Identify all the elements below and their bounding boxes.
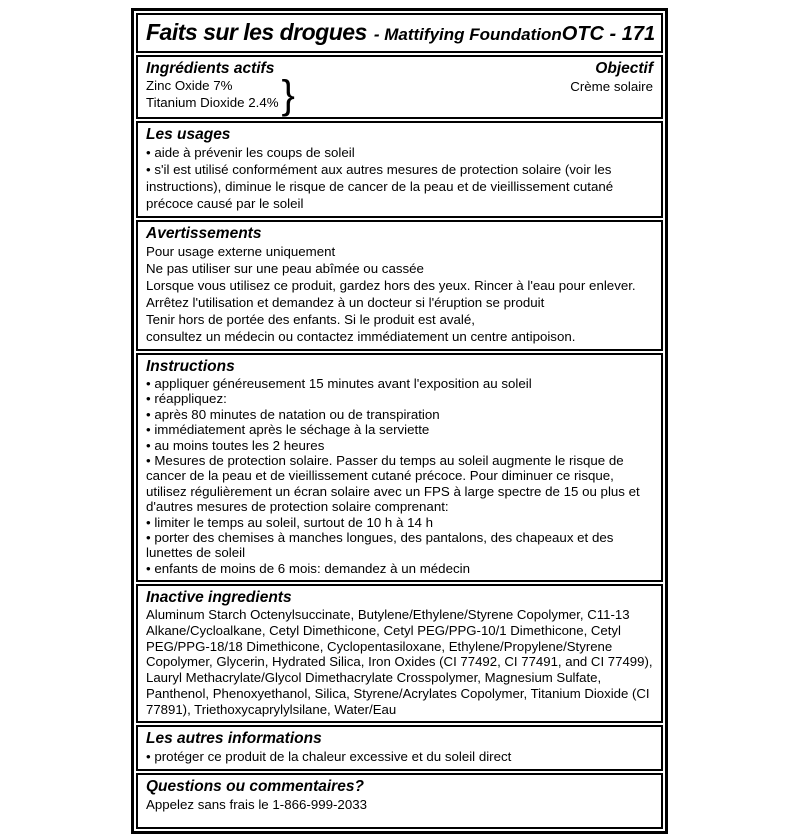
active-ingredients-section bbox=[136, 55, 663, 119]
directions-bullet: • après 80 minutes de natation ou de transpiration bbox=[146, 406, 440, 422]
label-title: Faits sur les drogues bbox=[146, 19, 367, 45]
warnings-line: Pour usage externe uniquement bbox=[146, 244, 336, 259]
warnings-section bbox=[136, 220, 663, 351]
ingredients-brace: } bbox=[281, 73, 295, 117]
phone-text: Appelez sans frais le 1-866-999-2033 bbox=[146, 797, 368, 813]
uses-bullet: • s'il est utilisé conformément aux autres mesures de protection solaire (voir les instructions), diminue le risque de cancer de la peau et de vieillissement cutané précoce causé par le soleil bbox=[146, 162, 614, 211]
directions-bullet: • limiter le temps au soleil, surtout de 10 h à 14 h bbox=[146, 514, 433, 530]
product-name: - Mattifying Foundation bbox=[373, 25, 562, 44]
active-ingredient-line: Titanium Dioxide 2.4% bbox=[146, 94, 279, 110]
other-information-bullet: • protéger ce produit de la chaleur excessive et du soleil direct bbox=[146, 749, 512, 765]
directions-bullet: • Mesures de protection solaire. Passer du temps au soleil augmente le risque de cancer de la peau et de vieillissement cutané précoce. Pour diminuer ce risque, utilisez régulièrement un écran solaire avec un FPS à large spectre de 15 ou plus et d'autres mesures de protection solaire comprenant: bbox=[146, 453, 640, 515]
warnings-line: consultez un médecin ou contactez immédiatement un centre antipoison. bbox=[146, 329, 576, 344]
inactive-ingredients-text: Aluminum Starch Octenylsuccinate, Butylene/Ethylene/Styrene Copolymer, C11-13 Alkane/Cycloalkane, Cetyl Dimethicone, Cetyl PEG/PPG-10/1 Dimethicone, Cetyl PEG/PPG-18/18 Dimethicone, Cyclopentasiloxane, Ethylene/Propylene/Styrene Copolymer, Glycerin, Hydrated Silica, Iron Oxides (CI 77492, CI 77491, and CI 77499), Lauryl Methacrylate/Glycol Dimethacrylate Crosspolymer, Magnesium Sulfate, Panthenol, Phenoxyethanol, Silica, Styrene/Acrylates Copolymer, Titanium Dioxide (CI 77891), Triethoxycaprylylsilane, Water/Eau bbox=[146, 607, 653, 717]
questions-phone-line bbox=[146, 796, 653, 813]
warnings-heading: Avertissements bbox=[146, 225, 262, 242]
directions-bullet: • enfants de moins de 6 mois: demandez à un médecin bbox=[146, 560, 470, 576]
other-information-bullet-list bbox=[146, 748, 653, 765]
questions-heading: Questions ou commentaires? bbox=[146, 778, 364, 796]
inactive-ingredients-section bbox=[136, 584, 663, 723]
active-ingredient-line: Zinc Oxide 7% bbox=[146, 78, 233, 93]
directions-heading: Instructions bbox=[146, 358, 235, 375]
warnings-line: Lorsque vous utilisez ce produit, gardez hors des yeux. Rincer à l'eau pour enlever. bbox=[146, 278, 636, 293]
warnings-line: Arrêtez l'utilisation et demandez à un docteur si l'éruption se produit bbox=[146, 295, 545, 310]
other-information-heading: Les autres informations bbox=[146, 730, 322, 748]
title-bar bbox=[136, 13, 663, 53]
purpose-value: Crème solaire bbox=[570, 79, 653, 94]
other-information-section bbox=[136, 725, 663, 771]
directions-bullet: • immédiatement après le séchage à la serviette bbox=[146, 422, 430, 438]
otc-code: OTC - 171 bbox=[561, 23, 656, 45]
directions-bullet: • réappliquez: bbox=[146, 391, 227, 407]
uses-bullet-list bbox=[146, 144, 653, 212]
warnings-line: Ne pas utiliser sur une peau abîmée ou cassée bbox=[146, 261, 424, 276]
warnings-line-list bbox=[146, 243, 653, 345]
inactive-ingredients-heading: Inactive ingredients bbox=[146, 589, 292, 607]
uses-section bbox=[136, 121, 663, 218]
directions-bullet: • appliquer généreusement 15 minutes avant l'exposition au soleil bbox=[146, 376, 532, 391]
directions-bullet: • porter des chemises à manches longues, des pantalons, des chapeaux et des lunettes de soleil bbox=[146, 530, 614, 561]
uses-heading: Les usages bbox=[146, 126, 231, 143]
questions-section bbox=[136, 773, 663, 829]
active-ingredients-heading: Ingrédients actifs bbox=[146, 60, 275, 77]
directions-section bbox=[136, 353, 663, 582]
directions-bullet: • au moins toutes les 2 heures bbox=[146, 437, 325, 453]
drug-facts-label bbox=[131, 8, 668, 834]
purpose-heading: Objectif bbox=[595, 60, 653, 77]
warnings-line: Tenir hors de portée des enfants. Si le produit est avalé, bbox=[146, 312, 475, 327]
directions-bullet-list bbox=[146, 376, 653, 576]
active-ingredient-list bbox=[146, 78, 279, 111]
uses-bullet: • aide à prévenir les coups de soleil bbox=[146, 145, 355, 160]
